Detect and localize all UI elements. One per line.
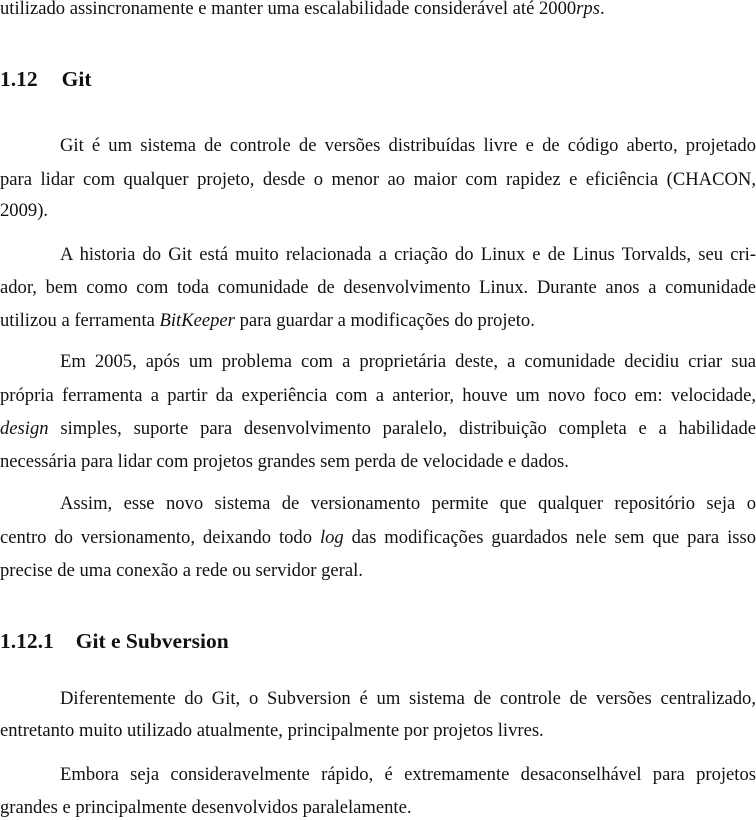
p3-line-2: própria ferramenta a partir da experiência com a anterior, houve um novo foco em: velocidade, bbox=[0, 385, 756, 406]
p6-line-2: grandes e principalmente desenvolvidos paralelamente. bbox=[0, 797, 412, 818]
p6-line-1: Embora seja consideravelmente rápido, é extremamente desaconselhável para projetos bbox=[60, 764, 756, 785]
section-number: 1.12 bbox=[0, 67, 38, 91]
p5-line-2: entretanto muito utilizado atualmente, principalmente por projetos livres. bbox=[0, 720, 544, 741]
p4-line-2-post: das modificações guardados nele sem que para isso bbox=[343, 527, 756, 548]
p1-line-3: 2009). bbox=[0, 200, 49, 221]
section-title: Git bbox=[61, 67, 92, 91]
continuation-text: utilizado assincronamente e manter uma escalabilidade considerável até 2000 bbox=[0, 0, 577, 19]
p2-line-3 bbox=[0, 310, 756, 332]
subsection-number: 1.12.1 bbox=[0, 629, 54, 653]
p4-line-3: precise de uma conexão a rede ou servidor geral. bbox=[0, 560, 363, 581]
p4-line-2-pre: centro do versionamento, deixando todo bbox=[0, 527, 320, 548]
p4-line-2-italic: log bbox=[319, 527, 344, 548]
subsection-title: Git e Subversion bbox=[75, 629, 229, 653]
p3-line-3-italic: design bbox=[0, 418, 49, 439]
p1-line-1: Git é um sistema de controle de versões distribuídas livre e de código aberto, projetado bbox=[60, 135, 756, 156]
p4-line-2 bbox=[0, 527, 756, 549]
p3-line-4: necessária para lidar com projetos grandes sem perda de velocidade e dados. bbox=[0, 451, 569, 472]
subsection-heading-git-subversion bbox=[0, 628, 229, 654]
p1-line-2: para lidar com qualquer projeto, desde o menor ao maior com rapidez e eficiência (CHACON, bbox=[0, 169, 756, 190]
p3-line-1: Em 2005, após um problema com a proprietária deste, a comunidade decidiu criar sua bbox=[60, 351, 756, 372]
p4-line-1: Assim, esse novo sistema de versionamento permite que qualquer repositório seja o bbox=[60, 493, 756, 514]
p3-line-3 bbox=[0, 418, 756, 440]
continuation-end: . bbox=[599, 0, 605, 19]
continuation-line bbox=[0, 0, 756, 20]
continuation-italic: rps bbox=[576, 0, 600, 19]
p2-line-3-post: para guardar a modificações do projeto. bbox=[234, 310, 535, 331]
p3-line-3-post: simples, suporte para desenvolvimento paralelo, distribuição completa e a habilidade bbox=[48, 418, 756, 439]
p2-line-3-pre: utilizou a ferramenta bbox=[0, 310, 160, 331]
p5-line-1: Diferentemente do Git, o Subversion é um sistema de controle de versões centralizado, bbox=[60, 688, 756, 709]
section-heading-git bbox=[0, 66, 91, 92]
p2-line-3-italic: BitKeeper bbox=[159, 310, 235, 331]
p2-line-1: A historia do Git está muito relacionada a criação do Linux e de Linus Torvalds, seu cri- bbox=[60, 244, 756, 265]
p2-line-2: ador, bem como com toda comunidade de desenvolvimento Linux. Durante anos a comunidade bbox=[0, 277, 756, 298]
